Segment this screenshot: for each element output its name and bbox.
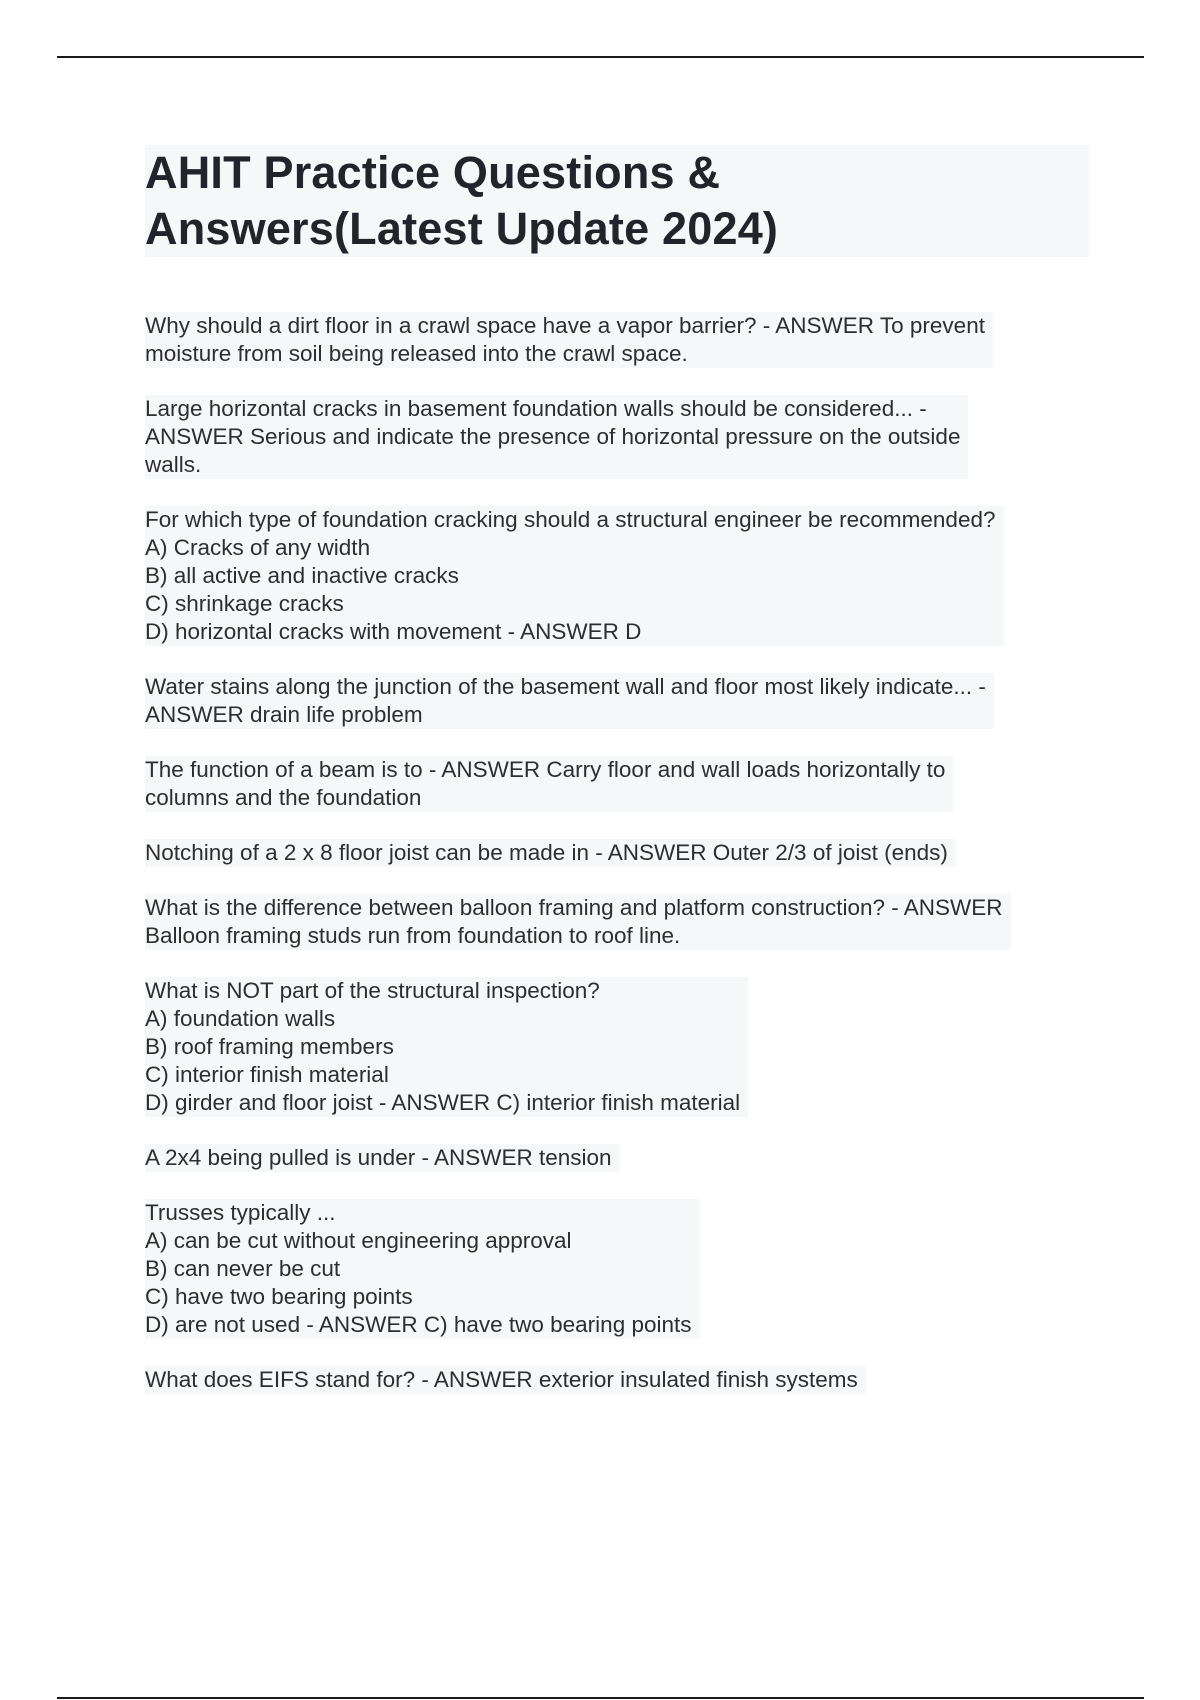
- qa-text-block: [145, 673, 994, 729]
- qa-item: [145, 1199, 1095, 1339]
- qa-text-block: [145, 1199, 700, 1339]
- qa-text-block: [145, 894, 1011, 950]
- qa-line: The function of a beam is to - ANSWER Carry floor and wall loads horizontally to: [145, 757, 946, 782]
- qa-line: ANSWER Serious and indicate the presence of horizontal pressure on the outside: [145, 424, 961, 449]
- qa-item: [145, 506, 1095, 646]
- qa-option: B) can never be cut: [145, 1256, 341, 1281]
- qa-text-block: [145, 1144, 620, 1172]
- qa-option: D) are not used - ANSWER C) have two bearing points: [145, 1312, 692, 1337]
- bottom-rule: [57, 1697, 1144, 1699]
- qa-option: A) foundation walls: [145, 1006, 336, 1031]
- qa-line: What is NOT part of the structural inspection?: [145, 978, 600, 1003]
- qa-text-block: [145, 839, 956, 867]
- qa-text-block: [145, 1366, 866, 1394]
- qa-option: C) shrinkage cracks: [145, 591, 344, 616]
- qa-line: Why should a dirt floor in a crawl space have a vapor barrier? - ANSWER To prevent: [145, 313, 985, 338]
- qa-option: A) can be cut without engineering approval: [145, 1228, 572, 1253]
- qa-item: [145, 312, 1095, 368]
- qa-item: [145, 839, 1095, 867]
- qa-option: B) all active and inactive cracks: [145, 563, 459, 588]
- qa-line: Notching of a 2 x 8 floor joist can be made in - ANSWER Outer 2/3 of joist (ends): [145, 840, 948, 865]
- qa-option: C) have two bearing points: [145, 1284, 413, 1309]
- qa-item: [145, 756, 1095, 812]
- qa-text-block: [145, 756, 953, 812]
- qa-line: A 2x4 being pulled is under - ANSWER tension: [145, 1145, 612, 1170]
- qa-item: [145, 395, 1095, 479]
- qa-option: C) interior finish material: [145, 1062, 389, 1087]
- qa-item: [145, 673, 1095, 729]
- qa-line: ANSWER drain life problem: [145, 702, 423, 727]
- qa-line: What is the difference between balloon framing and platform construction? - ANSWER: [145, 895, 1003, 920]
- qa-option: A) Cracks of any width: [145, 535, 371, 560]
- qa-line: Balloon framing studs run from foundation to roof line.: [145, 923, 681, 948]
- title-block: [145, 145, 1089, 257]
- qa-line: For which type of foundation cracking should a structural engineer be recommended?: [145, 507, 996, 532]
- qa-line: walls.: [145, 452, 202, 477]
- document-title: [145, 145, 1089, 257]
- qa-option: B) roof framing members: [145, 1034, 394, 1059]
- qa-item: [145, 1366, 1095, 1394]
- qa-text-block: [145, 312, 993, 368]
- qa-line: Water stains along the junction of the basement wall and floor most likely indicate... -: [145, 674, 986, 699]
- qa-text-block: [145, 395, 968, 479]
- qa-item: [145, 1144, 1095, 1172]
- qa-option: D) horizontal cracks with movement - ANSWER D: [145, 619, 642, 644]
- title-line-2: Answers(Latest Update 2024): [145, 203, 779, 254]
- title-line-1: AHIT Practice Questions &: [145, 147, 721, 198]
- qa-item: [145, 894, 1095, 950]
- qa-option: D) girder and floor joist - ANSWER C) interior finish material: [145, 1090, 741, 1115]
- qa-text-block: [145, 506, 1004, 646]
- qa-line: What does EIFS stand for? - ANSWER exterior insulated finish systems: [145, 1367, 858, 1392]
- qa-line: moisture from soil being released into the crawl space.: [145, 341, 688, 366]
- top-rule: [57, 56, 1144, 58]
- qa-line: columns and the foundation: [145, 785, 422, 810]
- qa-line: Large horizontal cracks in basement foundation walls should be considered... -: [145, 396, 927, 421]
- qa-list: [145, 312, 1095, 1421]
- qa-item: [145, 977, 1095, 1117]
- qa-line: Trusses typically ...: [145, 1200, 336, 1225]
- qa-text-block: [145, 977, 748, 1117]
